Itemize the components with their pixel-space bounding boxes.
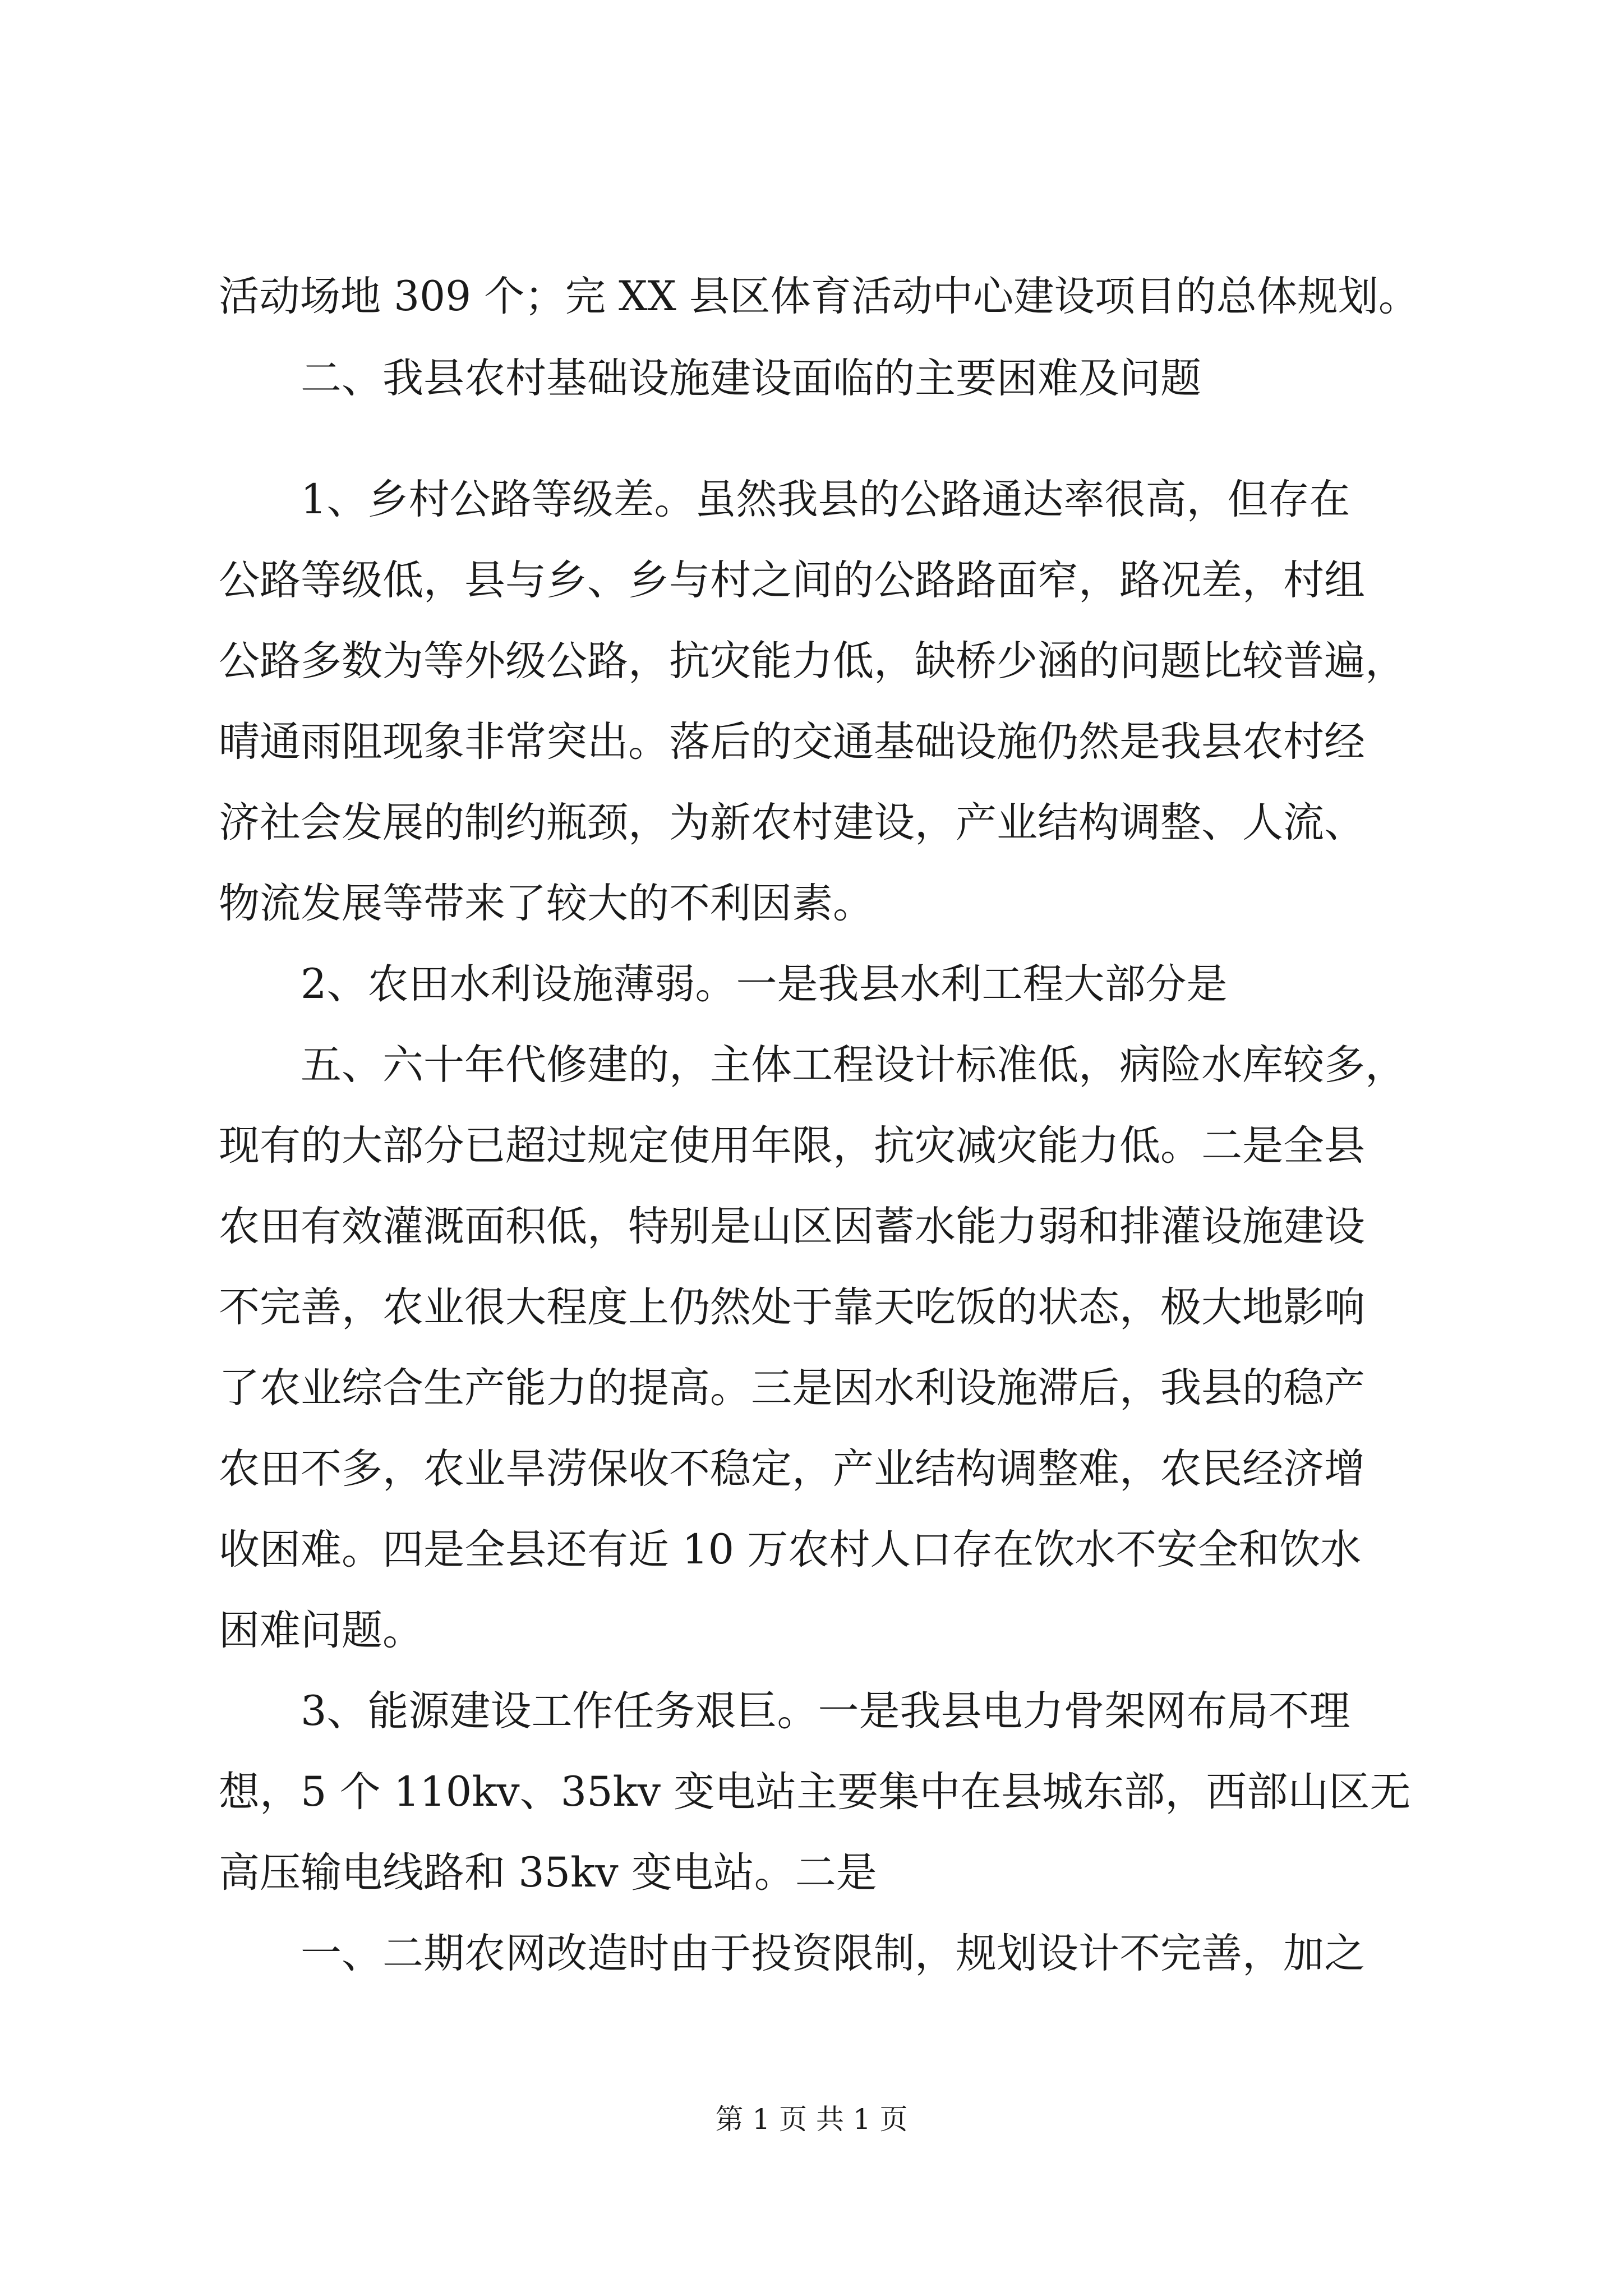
- text-line: 一、二期农网改造时由于投资限制，规划设计不完善，加之: [219, 1930, 1365, 1977]
- text-line: 了农业综合生产能力的提高。三是因水利设施滞后，我县的稳产: [219, 1364, 1365, 1412]
- text-line: 1、乡村公路等级差。虽然我县的公路通达率很高，但存在: [219, 476, 1350, 523]
- text-line: 高压输电线路和 35kv 变电站。二是: [219, 1849, 877, 1897]
- text-line: 公路多数为等外级公路，抗灾能力低，缺桥少涵的问题比较普遍，: [219, 637, 1406, 685]
- page-number-footer: 第 1 页 共 1 页: [715, 2103, 908, 2136]
- text-line: 活动场地 309 个；完 XX 县区体育活动中心建设项目的总体规划。: [219, 273, 1419, 320]
- text-line: 收困难。四是全县还有近 10 万农村人口存在饮水不安全和饮水: [219, 1526, 1362, 1573]
- text-line: 农田不多，农业旱涝保收不稳定，产业结构调整难，农民经济增: [219, 1445, 1365, 1493]
- text-line: 物流发展等带来了较大的不利因素。: [219, 880, 874, 927]
- text-line: 2、农田水利设施薄弱。一是我县水利工程大部分是: [219, 960, 1228, 1008]
- text-line: 3、能源建设工作任务艰巨。一是我县电力骨架网布局不理: [219, 1687, 1350, 1735]
- text-line: 农田有效灌溉面积低，特别是山区因蓄水能力弱和排灌设施建设: [219, 1203, 1365, 1250]
- text-line: 想，5 个 110kv、35kv 变电站主要集中在县城东部，西部山区无: [219, 1768, 1411, 1816]
- section-heading: 二、我县农村基础设施建设面临的主要困难及问题: [219, 355, 1201, 402]
- text-line: 晴通雨阻现象非常突出。落后的交通基础设施仍然是我县农村经: [219, 718, 1365, 766]
- text-line: 困难问题。: [219, 1607, 423, 1654]
- text-line: 济社会发展的制约瓶颈，为新农村建设，产业结构调整、人流、: [219, 799, 1365, 846]
- text-line: 五、六十年代修建的，主体工程设计标准低，病险水库较多，: [219, 1041, 1406, 1089]
- text-line: 现有的大部分已超过规定使用年限，抗灾减灾能力低。二是全县: [219, 1122, 1365, 1170]
- text-line: 不完善，农业很大程度上仍然处于靠天吃饭的状态，极大地影响: [219, 1283, 1365, 1331]
- text-line: 公路等级低，县与乡、乡与村之间的公路路面窄，路况差，村组: [219, 556, 1365, 604]
